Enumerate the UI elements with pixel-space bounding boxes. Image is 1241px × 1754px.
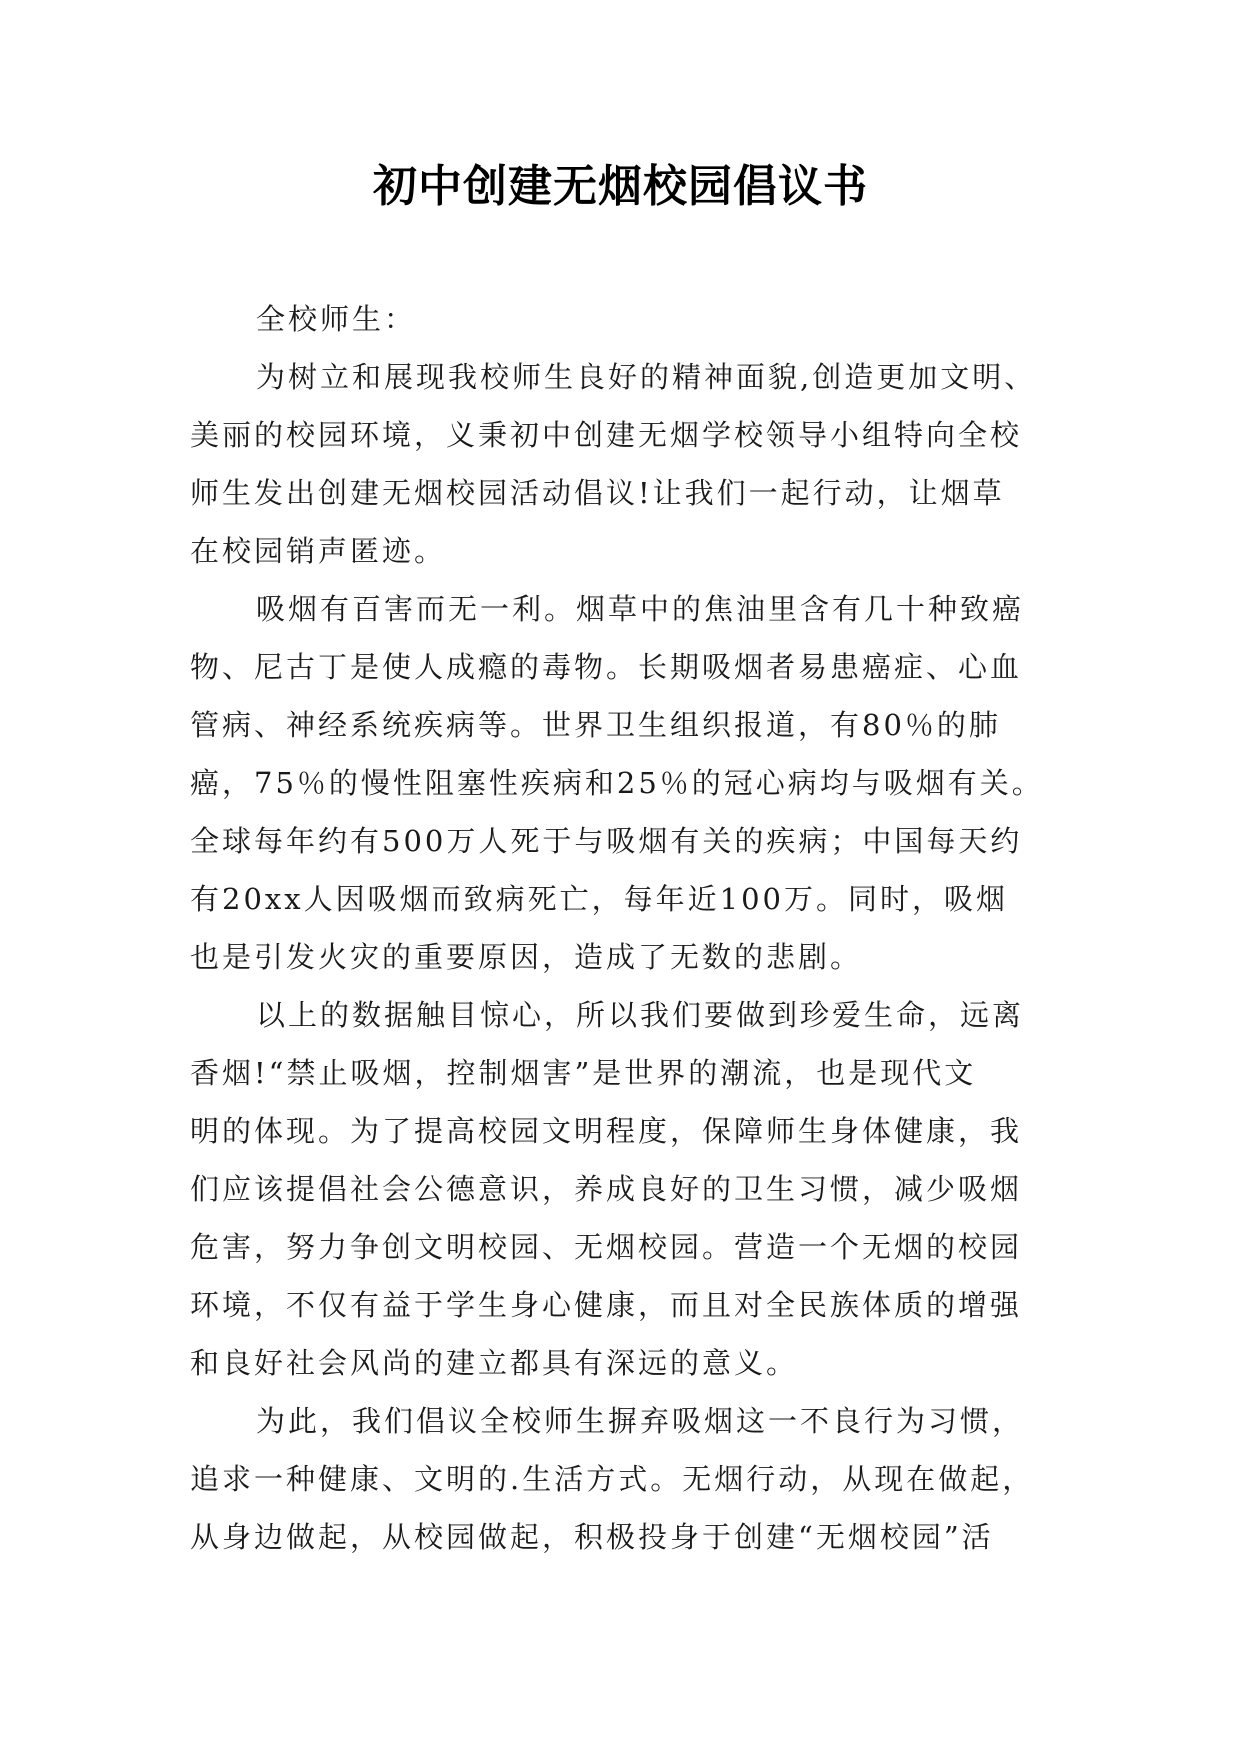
text-line: 也是引发火灾的重要原因，造成了无数的悲剧。: [190, 940, 863, 974]
text-line: 吸烟有百害而无一利。烟草中的焦油里含有几十种致癌: [256, 592, 1025, 626]
text-line: 危害，努力争创文明校园、无烟校园。营造一个无烟的校园: [190, 1230, 1023, 1264]
text-line: 师生发出创建无烟校园活动倡议!让我们一起行动，让烟草: [190, 476, 1005, 510]
text-line: 为树立和展现我校师生良好的精神面貌,创造更加文明、: [256, 360, 1037, 394]
text-line: 追求一种健康、文明的.生活方式。无烟行动，从现在做起，: [190, 1462, 1035, 1496]
text-line: 癌，75％的慢性阻塞性疾病和25％的冠心病均与吸烟有关。: [190, 766, 1044, 800]
text-line: 美丽的校园环境，义秉初中创建无烟学校领导小组特向全校: [190, 418, 1023, 452]
text-line: 以上的数据触目惊心，所以我们要做到珍爱生命，远离: [256, 998, 1025, 1032]
text-line: 有20xx人因吸烟而致病死亡，每年近100万。同时，吸烟: [190, 882, 1008, 916]
document-title: 初中创建无烟校园倡议书: [373, 161, 868, 212]
text-line: 全校师生：: [256, 302, 417, 336]
text-line: 们应该提倡社会公德意识，养成良好的卫生习惯，减少吸烟: [190, 1172, 1023, 1206]
text-line: 物、尼古丁是使人成瘾的毒物。长期吸烟者易患癌症、心血: [190, 650, 1023, 684]
text-line: 和良好社会风尚的建立都具有深远的意义。: [190, 1346, 799, 1380]
text-line: 管病、神经系统疾病等。世界卫生组织报道，有80％的肺: [190, 708, 1001, 742]
text-line: 为此，我们倡议全校师生摒弃吸烟这一不良行为习惯，: [256, 1404, 1025, 1438]
text-line: 全球每年约有500万人死于与吸烟有关的疾病；中国每天约: [190, 824, 1023, 858]
text-line: 明的体现。为了提高校园文明程度，保障师生身体健康，我: [190, 1114, 1023, 1148]
text-line: 在校园销声匿迹。: [190, 534, 447, 568]
document-body: [190, 290, 1060, 1566]
text-line: 环境，不仅有益于学生身心健康，而且对全民族体质的增强: [190, 1288, 1023, 1322]
text-line: 香烟!“禁止吸烟，控制烟害”是世界的潮流，也是现代文: [190, 1056, 977, 1090]
text-line: 从身边做起，从校园做起，积极投身于创建“无烟校园”活: [190, 1520, 994, 1554]
